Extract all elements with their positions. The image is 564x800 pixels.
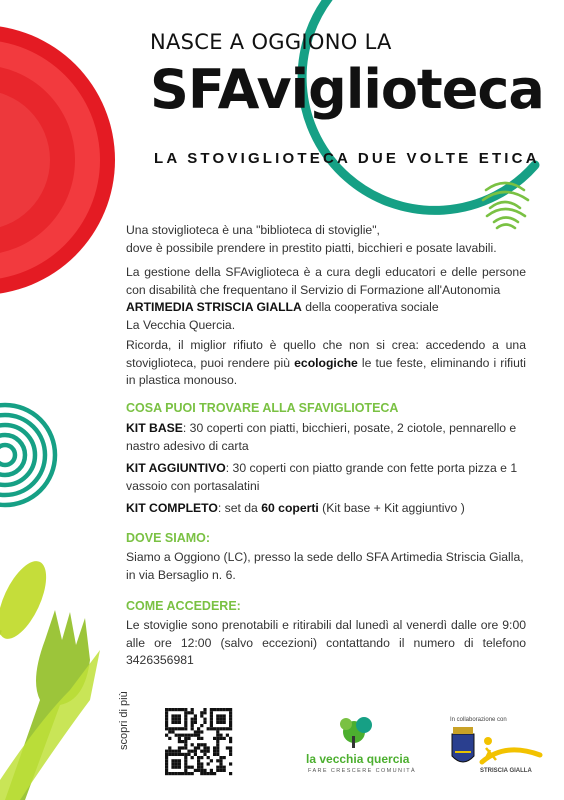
- intro-text: La Vecchia Quercia.: [126, 317, 236, 332]
- qr-code: [162, 705, 235, 778]
- kit-base: [126, 420, 526, 455]
- intro-paragraph-2: [126, 264, 526, 334]
- kits-heading: COSA PUOI TROVARE ALLA SFAVIGLIOTECA: [126, 401, 399, 415]
- location-text: [126, 549, 526, 584]
- kit-base-label: KIT BASE: [126, 421, 183, 435]
- kit-extra-label: KIT AGGIUNTIVO: [126, 461, 226, 475]
- coop-logo-name: la vecchia quercia: [306, 752, 410, 766]
- kit-full-text: (Kit base + Kit aggiuntivo ): [318, 501, 465, 515]
- striscia-gialla-logo-icon: [482, 737, 540, 762]
- intro-paragraph-1: [126, 222, 526, 257]
- location-line: Siamo a Oggiono (LC), presso la sede dello SFA Artimedia Striscia Gialla,: [126, 550, 524, 564]
- location-heading: DOVE SIAMO:: [126, 531, 211, 545]
- access-heading: COME ACCEDERE:: [126, 599, 241, 613]
- page-title: SFAviglioteca: [150, 58, 544, 121]
- emphasis: ecologiche: [294, 355, 358, 370]
- access-text: Le stoviglie sono prenotabili e ritirabili dal lunedì al venerdì dalle ore 9:00 alle ore 12:00 (salvo eccezioni) contattando il numero di telefono 3426356981: [126, 618, 526, 667]
- discover-more-label: scopri di più: [118, 691, 130, 750]
- teal-rings-decoration: [0, 405, 55, 505]
- kit-full-label: KIT COMPLETO: [126, 501, 218, 515]
- red-plate-illustration: [0, 25, 115, 295]
- coop-logo-tagline: FARE CRESCERE COMUNITÀ: [308, 768, 417, 774]
- kit-full: [126, 500, 526, 518]
- intro-text: Ricorda, il miglior rifiuto è quello che non si crea: accedendo a una stoviglioteca, puoi rendere più: [126, 338, 526, 370]
- kit-extra: [126, 460, 526, 495]
- intro-text: Una stoviglioteca è una "biblioteca di stoviglie",: [126, 223, 380, 237]
- intro-text: le tue feste, eliminando i rifiuti in plastica monouso.: [126, 355, 527, 387]
- sfa-name: ARTIMEDIA STRISCIA GIALLA: [126, 300, 302, 314]
- header-kicker: NASCE A OGGIONO LA: [150, 30, 392, 54]
- intro-text: della cooperativa sociale: [301, 300, 439, 314]
- collaboration-label: In collaborazione con: [450, 717, 507, 723]
- intro-paragraph-3: [126, 337, 526, 390]
- tree-logo-icon: [340, 717, 372, 748]
- kit-full-text: : set da: [217, 501, 262, 515]
- cutlery-illustration: [0, 554, 100, 800]
- location-line: in via Bersaglio n. 6.: [126, 567, 236, 582]
- intro-text: dove è possibile prendere in prestito piatti, bicchieri e posate lavabili.: [126, 240, 497, 255]
- kit-full-count: 60 coperti: [261, 501, 319, 515]
- kit-base-text: : 30 coperti con piatti, bicchieri, posate, 2 ciotole, pennarello e nastro adesivo di carta: [126, 421, 517, 453]
- kit-extra-text: : 30 coperti con piatto grande con fette porta pizza e 1 vassoio con portasalatini: [126, 461, 518, 493]
- tagline: LA STOVIGLIOTECA DUE VOLTE ETICA: [154, 150, 540, 167]
- intro-text: La gestione della SFAviglioteca è a cura degli educatori e delle persone con disabilità che frequentano il Servizio di Formazione all'Autonomia: [126, 265, 526, 297]
- town-crest-icon: [452, 727, 474, 762]
- partner-logo-name: STRISCIA GIALLA: [480, 768, 532, 774]
